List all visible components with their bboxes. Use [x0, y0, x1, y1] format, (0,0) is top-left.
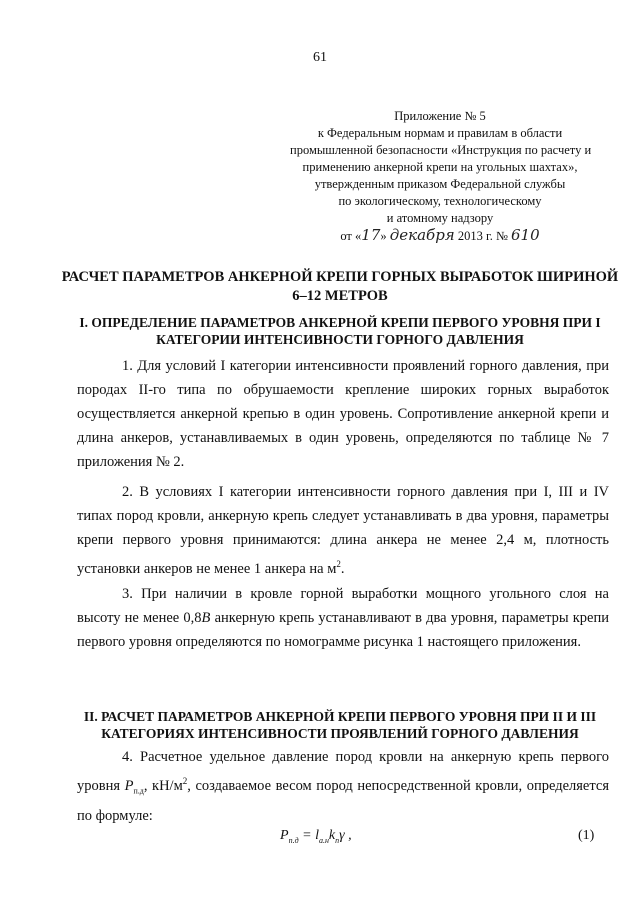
paragraph-4-text-b: , кН/м — [143, 777, 183, 794]
paragraph-4-content — [77, 745, 609, 828]
document-title: РАСЧЕТ ПАРАМЕТРОВ АНКЕРНОЙ КРЕПИ ГОРНЫХ ВЫРАБОТОК ШИРИНОЙ 6–12 МЕТРОВ — [61, 269, 619, 304]
formula-l-subscript: а.н — [318, 835, 329, 845]
paragraph-4-text-c: , создаваемое весом пород непосредственной кровли, определяется по формуле: — [77, 777, 609, 824]
appendix-line: утвержденным приказом Федеральной службы — [314, 177, 566, 191]
formula-k: k — [328, 828, 336, 843]
paragraph-2-text: 2. В условиях I категории интенсивности горного давления при I, III и IV типах пород кровли, анкерную крепь следует устанавливать в два уровня, параметры крепи первого уровня принимаются: длина анкера не менее 2,4 м, плотность установки анкеров не менее 1 анкера на м — [77, 484, 609, 577]
symbol-p: P — [124, 777, 134, 794]
paragraph-4-text-a: 4. Расчетное удельное давление пород кровли на анкерную крепь первого уровня — [77, 749, 609, 794]
unit-exponent: 2 — [336, 559, 341, 569]
paragraph-1 — [77, 354, 609, 474]
order-mid: » — [380, 229, 390, 243]
symbol-p-subscript: п.д — [133, 786, 144, 796]
paragraph-3-text-b: анкерную крепь устанавливают в два уровня, параметры крепи первого уровня определяются по номограмме рисунка 1 настоящего приложения. — [77, 610, 609, 650]
paragraph-3-content — [77, 582, 609, 654]
formula-p-subscript: п.д — [288, 835, 299, 845]
order-year: 2013 г. № — [454, 229, 512, 243]
section-2-title: II. РАСЧЕТ ПАРАМЕТРОВ АНКЕРНОЙ КРЕПИ ПЕРВОГО УРОВНЯ ПРИ II И III КАТЕГОРИЯХ ИНТЕНСИВНОСТИ ПРОЯВЛЕНИЙ ГОРНОГО ДАВЛЕНИЯ — [83, 709, 597, 741]
paragraph-4 — [77, 745, 609, 828]
section-1-title: I. ОПРЕДЕЛЕНИЕ ПАРАМЕТРОВ АНКЕРНОЙ КРЕПИ ПЕРВОГО УРОВНЯ ПРИ I КАТЕГОРИИ ИНТЕНСИВНОСТИ ГОРНОГО ДАВЛЕНИЯ — [79, 315, 601, 347]
appendix-header — [290, 108, 590, 245]
paragraph-1-text: 1. Для условий I категории интенсивности проявлений горного давления, при породах II-го типа по обрушаемости крепление широких горных выработок осуществляется анкерной крепью в один уровень. Сопротивление анкерной крепи и длина анкеров, устанавливаемых в один уровень, определяются по таблице № 7 приложения № 2. — [77, 358, 609, 470]
page-number: 61 — [313, 50, 327, 65]
appendix-line: промышленной безопасности «Инструкция по расчету и — [290, 143, 592, 157]
order-number-handwritten: 610 — [511, 226, 540, 244]
order-prefix: от « — [340, 229, 362, 243]
order-line — [290, 227, 590, 245]
formula-p: P — [280, 828, 289, 843]
symbol-b: B — [201, 610, 211, 626]
paragraph-3 — [77, 582, 609, 654]
paragraph-2-content — [77, 480, 609, 581]
order-day-handwritten: 17 — [361, 226, 381, 244]
formula-expression — [280, 828, 352, 845]
appendix-line: к Федеральным нормам и правилам в области — [317, 126, 563, 140]
formula-l: l — [315, 828, 319, 843]
paragraph-2-end: . — [340, 560, 345, 577]
order-month-handwritten: декабря — [389, 226, 455, 244]
formula-k-subscript: п — [335, 835, 340, 845]
formula-gamma: γ , — [339, 828, 352, 843]
unit-exponent: 2 — [182, 776, 188, 786]
paragraph-3-text-a: 3. При наличии в кровле горной выработки мощного угольного слоя на высоту не менее 0,8 — [77, 586, 609, 626]
paragraph-2 — [77, 480, 609, 581]
appendix-line: и атомному надзору — [386, 211, 494, 225]
formula-number: (1) — [578, 828, 595, 843]
appendix-line: применению анкерной крепи на угольных шахтах», — [302, 160, 578, 174]
appendix-line: Приложение № 5 — [394, 109, 486, 123]
appendix-line: по экологическому, технологическому — [338, 194, 542, 208]
formula-equals: = — [298, 828, 316, 843]
